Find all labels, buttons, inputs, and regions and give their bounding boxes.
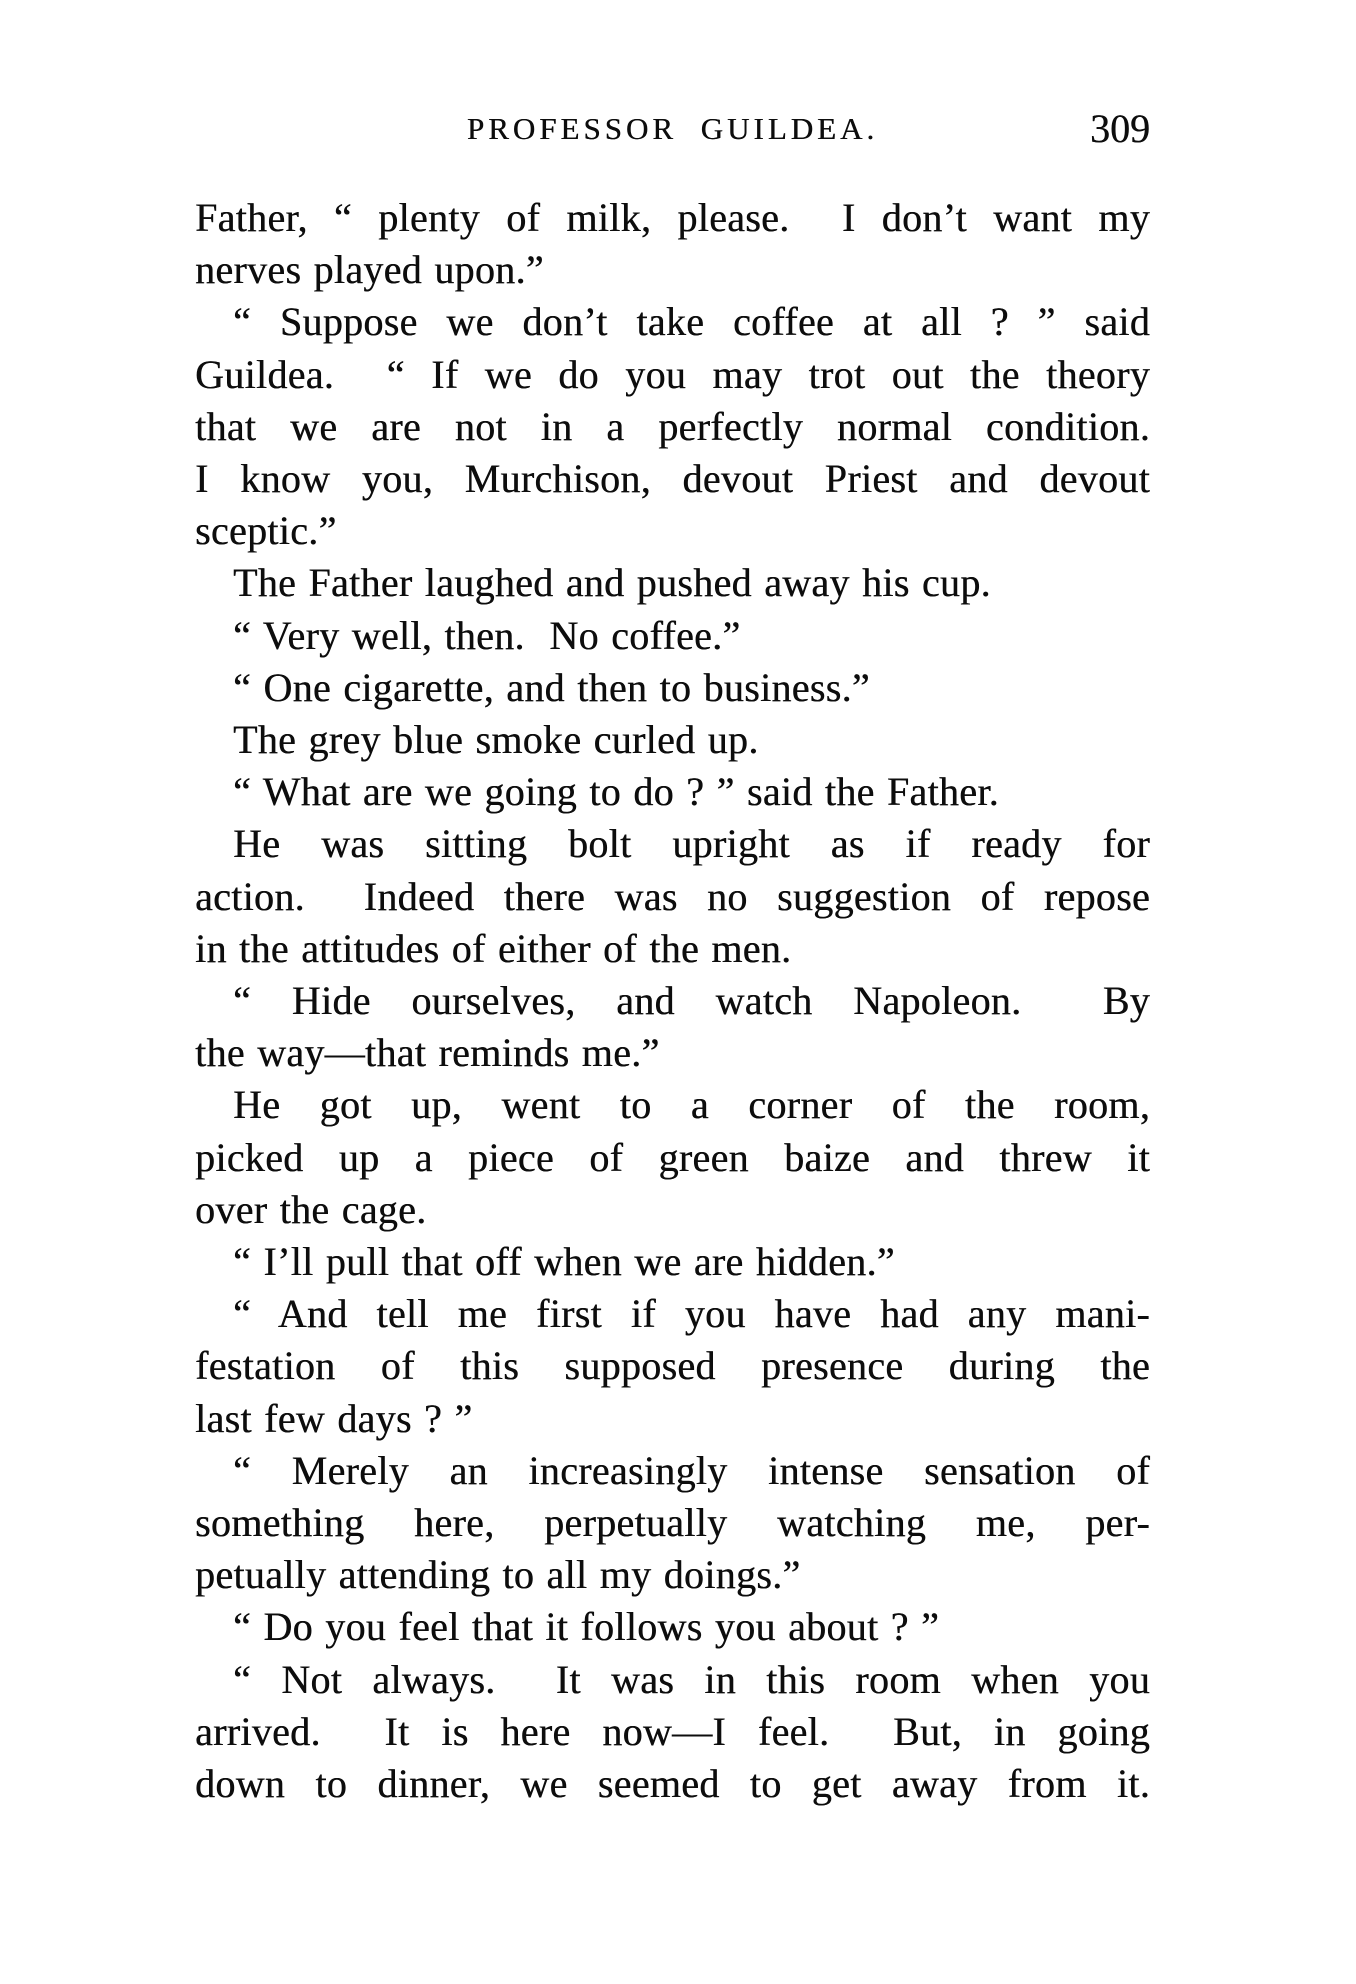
text-line: The grey blue smoke curled up. — [233, 717, 759, 763]
text-line: “ Suppose we don’t take coffee at all ? ” said — [233, 299, 1150, 345]
text-line: “ Merely an increasingly intense sensation of — [233, 1447, 1150, 1493]
body-text — [195, 192, 1150, 1810]
text-line: “ I’ll pull that off when we are hidden.” — [233, 1239, 895, 1285]
text-line: petually attending to all my doings.” — [195, 1552, 801, 1598]
running-header — [195, 104, 1150, 154]
text-line: nerves played upon.” — [195, 247, 544, 293]
text-line: Guildea. “ If we do you may trot out the theory — [195, 351, 1150, 397]
text-line: over the cage. — [195, 1186, 427, 1232]
text-line: action. Indeed there was no suggestion of repose — [195, 873, 1150, 919]
text-line: “ Very well, then. No coffee.” — [233, 612, 741, 658]
text-line: The Father laughed and pushed away his cup. — [233, 560, 991, 606]
text-line: sceptic.” — [195, 508, 337, 554]
text-line: the way—that reminds me.” — [195, 1030, 660, 1076]
text-line: that we are not in a perfectly normal condition. — [195, 403, 1150, 449]
text-line: “ What are we going to do ? ” said the Father. — [233, 769, 999, 815]
text-line: last few days ? ” — [195, 1395, 473, 1441]
page-title: PROFESSOR GUILDEA. — [466, 111, 879, 146]
text-line: I know you, Murchison, devout Priest and devout — [195, 456, 1150, 502]
text-line: “ Do you feel that it follows you about ? ” — [233, 1604, 940, 1650]
text-line: arrived. It is here now—I feel. But, in going — [195, 1708, 1150, 1754]
text-line: something here, perpetually watching me, per- — [195, 1500, 1150, 1546]
text-line: down to dinner, we seemed to get away from it. — [195, 1761, 1150, 1807]
text-line: “ And tell me first if you have had any mani- — [233, 1291, 1150, 1337]
page-number: 309 — [1090, 106, 1150, 151]
text-line: festation of this supposed presence during the — [195, 1343, 1150, 1389]
text-line: “ Not always. It was in this room when you — [233, 1656, 1150, 1702]
text-line: “ Hide ourselves, and watch Napoleon. By — [233, 978, 1150, 1024]
text-line: picked up a piece of green baize and threw it — [195, 1134, 1150, 1180]
text-line: “ One cigarette, and then to business.” — [233, 664, 870, 710]
text-line: He was sitting bolt upright as if ready for — [233, 821, 1150, 867]
text-line: He got up, went to a corner of the room, — [233, 1082, 1150, 1128]
text-line: in the attitudes of either of the men. — [195, 925, 792, 971]
text-line: Father, “ plenty of milk, please. I don’t want my — [195, 195, 1150, 240]
